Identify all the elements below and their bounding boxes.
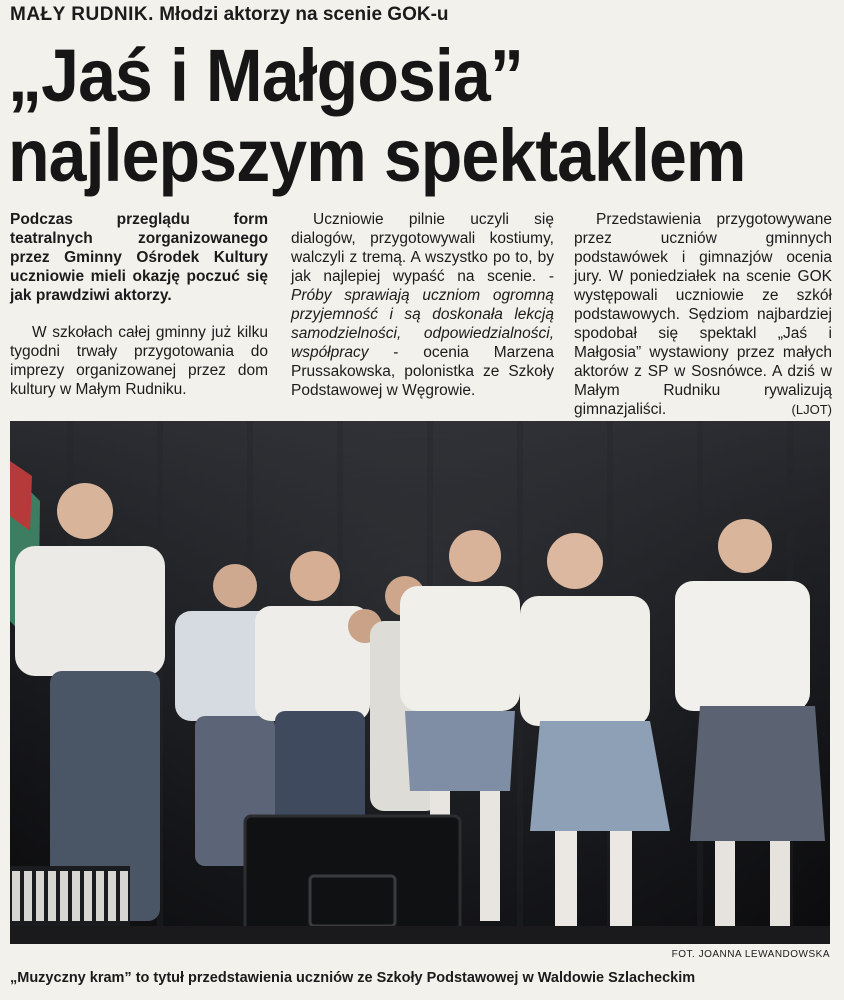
stage-photo-illustration [10, 421, 830, 944]
headline-line-1: „Jaś i Małgosia” [8, 34, 523, 117]
kicker-location: MAŁY RUDNIK. [10, 4, 154, 25]
headline-line-2: najlepszym spektaklem [8, 114, 746, 197]
kicker-subtitle: Młodzi aktorzy na scenie GOK-u [159, 4, 449, 25]
stage-photo [10, 421, 830, 944]
photo-credit: FOT. JOANNA LEWANDOWSKA [671, 949, 830, 960]
paragraph-2-end: - ocenia Marzena Prussakowska, polonistka ze Szkoły Podstawowej w Węgrowie. [291, 344, 554, 399]
photo-caption: „Muzyczny kram” to tytuł przedstawienia uczniów ze Szkoły Podstawowej w Waldowie Szlacheckim [10, 970, 696, 986]
article-column-2 [291, 210, 554, 400]
article-paragraph-2 [291, 210, 554, 400]
article-column-1 [10, 210, 268, 399]
paragraph-3-text: Przedstawienia przygotowywane przez uczniów gminnych podstawówek i gimnazjów ocenia jury. W poniedziałek na scenie GOK występowali uczniowie ze szkół podstawowych. Sędziom najbardziej spodobał się spektakl „Jaś i Małgosia” wystawiony przez małych aktorów z SP w Sosnówce. A dziś w Małym Rudniku rywalizują gimnazjaliści. [574, 211, 832, 418]
article-paragraph-3 [574, 210, 832, 419]
article-lead: Podczas przeglądu form teatralnych zorganizowanego przez Gminny Ośrodek Kultury uczniowie mieli okazję poczuć się jak prawdziwi aktorzy. [10, 211, 268, 304]
paragraph-2-quote: Próby sprawiają uczniom ogromną przyjemność i są doskonała lekcją samodzielności, odpowiedzialności, współpracy [291, 287, 554, 361]
headline [8, 36, 768, 196]
paragraph-2-start: Uczniowie pilnie uczyli się dialogów, przygotowywali kostiumy, walczyli z tremą. A wszystko po to, by jak najlepiej wypaść na scenie. - [291, 211, 554, 285]
article-paragraph-1: W szkołach całej gminny już kilku tygodni trwały przygotowania do imprezy organizowanej przez dom kultury w Małym Rudniku. [10, 324, 268, 398]
author-signature: (LJOT) [791, 402, 832, 417]
article-kicker [10, 4, 830, 26]
article-column-3 [574, 210, 832, 419]
